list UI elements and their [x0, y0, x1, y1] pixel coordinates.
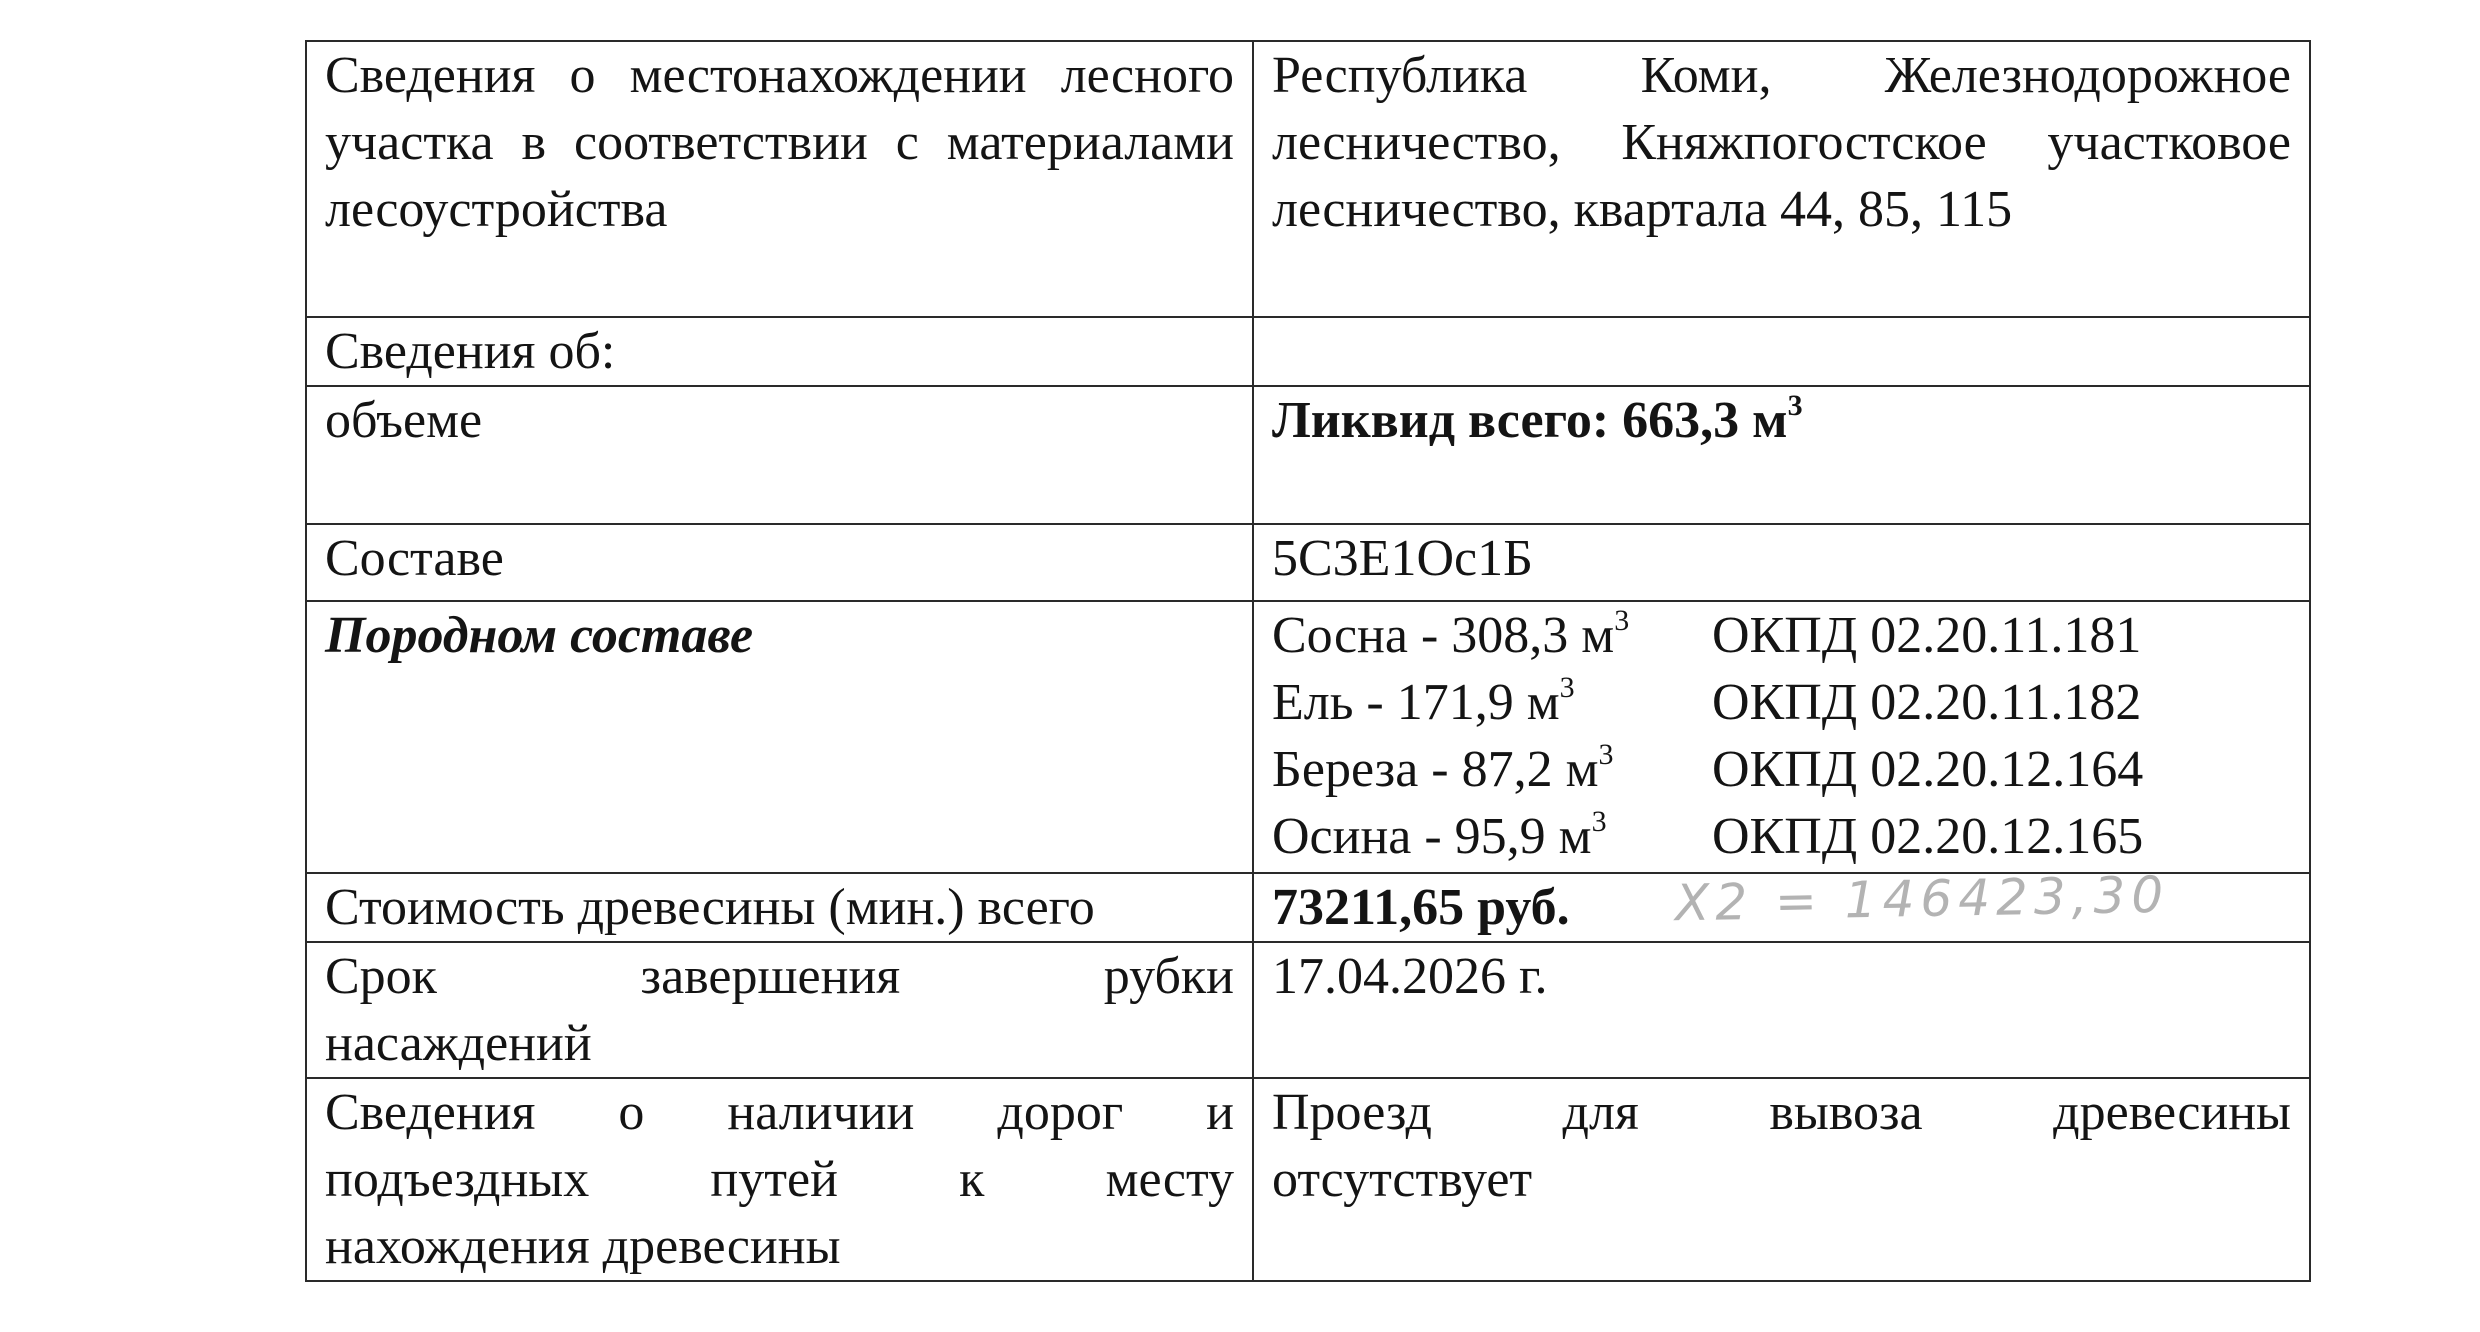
species-name: Ель - 171,9 м: [1272, 674, 1560, 731]
row-location: [306, 41, 2310, 317]
species-item-aspen: [1272, 803, 2291, 870]
species-item-pine: [1272, 602, 2291, 669]
handwritten-calculation-note: Х2 = 146423,30: [1674, 865, 2170, 933]
row-species: [306, 601, 2310, 873]
roads-value-line1: Проезд для вывоза древесины: [1272, 1084, 2291, 1141]
volume-unit-power: 3: [1787, 388, 1803, 422]
volume-value-cell: [1253, 386, 2310, 524]
species-okpd: ОКПД 02.20.12.164: [1712, 741, 2144, 798]
roads-label-line1: Сведения о наличии дорог и: [325, 1084, 1234, 1141]
roads-label-line2: подъездных путей к месту: [325, 1151, 1234, 1208]
cost-value: 73211,65 руб.: [1253, 873, 2310, 942]
composition-value: 5С3Е1Ос1Б: [1253, 524, 2310, 601]
deadline-label-line1: Срок завершения рубки: [325, 948, 1234, 1005]
species-unit-power: 3: [1614, 603, 1630, 637]
species-unit-power: 3: [1559, 670, 1575, 704]
species-label: Породном составе: [306, 601, 1253, 873]
species-unit-power: 3: [1598, 737, 1614, 771]
location-label: Сведения о местонахождении лесного участка в соответствии с материалами лесоустройства: [306, 41, 1253, 317]
roads-value-line2: отсутствует: [1272, 1151, 1533, 1208]
species-name: Береза - 87,2 м: [1272, 741, 1599, 798]
species-item-spruce: [1272, 669, 2291, 736]
row-volume: [306, 386, 2310, 524]
species-item-birch: [1272, 736, 2291, 803]
volume-label: объеме: [306, 386, 1253, 524]
species-name: Осина - 95,9 м: [1272, 808, 1592, 865]
deadline-label: [306, 942, 1253, 1078]
row-deadline: [306, 942, 2310, 1078]
cost-label: Стоимость древесины (мин.) всего: [306, 873, 1253, 942]
deadline-label-line2: насаждений: [325, 1015, 592, 1072]
row-info-header: [306, 317, 2310, 386]
species-name: Сосна - 308,3 м: [1272, 607, 1615, 664]
deadline-value: 17.04.2026 г.: [1253, 942, 2310, 1078]
species-okpd: ОКПД 02.20.11.181: [1712, 607, 2142, 664]
roads-value: [1253, 1078, 2310, 1281]
roads-label: [306, 1078, 1253, 1281]
volume-value: Ликвид всего: 663,3 м: [1272, 392, 1788, 449]
location-value: Республика Коми, Железнодорожное лесничество, Княжпогостское участковое лесничество, квартала 44, 85, 115: [1253, 41, 2310, 317]
roads-label-line3: нахождения древесины: [325, 1218, 841, 1275]
species-list: [1253, 601, 2310, 873]
species-okpd: ОКПД 02.20.12.165: [1712, 808, 2144, 865]
info-value: [1253, 317, 2310, 386]
species-unit-power: 3: [1591, 804, 1607, 838]
species-okpd: ОКПД 02.20.11.182: [1712, 674, 2142, 731]
composition-label: Составе: [306, 524, 1253, 601]
info-label: Сведения об:: [306, 317, 1253, 386]
row-composition: [306, 524, 2310, 601]
row-roads: [306, 1078, 2310, 1281]
forest-plot-info-table: [305, 40, 2311, 1282]
